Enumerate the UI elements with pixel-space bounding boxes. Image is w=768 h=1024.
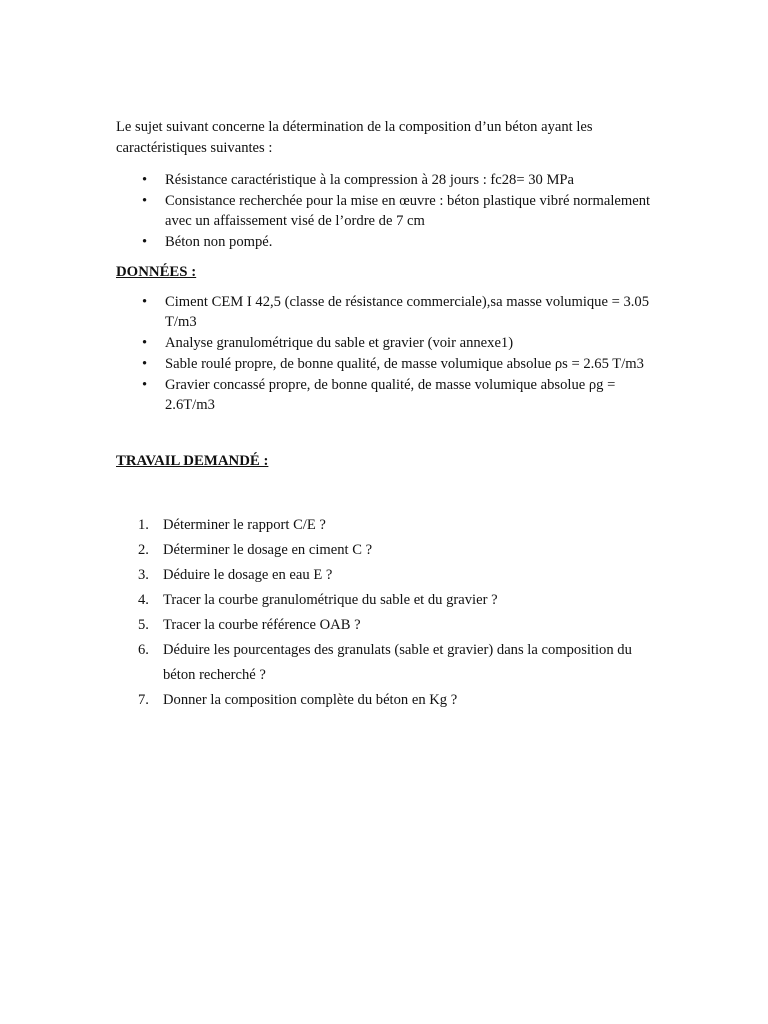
- task-item: [116, 638, 663, 688]
- list-item: [116, 191, 665, 231]
- travail-heading: TRAVAIL DEMANDÉ :: [116, 453, 269, 469]
- task-item: [116, 538, 663, 563]
- list-item-text: Ciment CEM I 42,5 (classe de résistance commerciale),sa masse volumique = 3.05 T/m3: [165, 294, 650, 330]
- list-item: [116, 354, 665, 374]
- bullet-icon: •: [142, 172, 148, 188]
- intro-line-1: Le sujet suivant concerne la détermination de la composition d’un béton ayant les: [116, 119, 593, 135]
- task-number: 6.: [138, 642, 149, 658]
- list-item-text: Béton non pompé.: [165, 234, 273, 250]
- task-number: 5.: [138, 617, 149, 633]
- bullet-icon: •: [142, 377, 148, 393]
- list-item-text: Sable roulé propre, de bonne qualité, de masse volumique absolue ρs = 2.65 T/m3: [165, 356, 644, 372]
- intro-line-2: caractéristiques suivantes :: [116, 140, 273, 156]
- bullet-icon: •: [142, 193, 148, 209]
- task-text: Donner la composition complète du béton en Kg ?: [163, 692, 458, 708]
- donnees-heading: DONNÉES :: [116, 264, 197, 280]
- list-item: [116, 333, 665, 353]
- task-text: Tracer la courbe granulométrique du sable et du gravier ?: [163, 592, 498, 608]
- task-item: [116, 588, 663, 613]
- list-item-text: Analyse granulométrique du sable et gravier (voir annexe1): [165, 335, 514, 351]
- task-number: 1.: [138, 517, 149, 533]
- bullet-icon: •: [142, 234, 148, 250]
- bullet-icon: •: [142, 294, 148, 310]
- task-item: [116, 688, 663, 713]
- bullet-icon: •: [142, 356, 148, 372]
- task-text: Déduire les pourcentages des granulats (sable et gravier) dans la composition du béton recherché ?: [163, 642, 632, 683]
- list-item: [116, 170, 665, 190]
- list-item-text: Consistance recherchée pour la mise en œuvre : béton plastique vibré normalement avec un affaissement visé de l’ordre de 7 cm: [165, 193, 651, 229]
- task-number: 7.: [138, 692, 149, 708]
- task-number: 2.: [138, 542, 149, 558]
- task-text: Déduire le dosage en eau E ?: [163, 567, 333, 583]
- list-item: [116, 292, 665, 332]
- task-text: Tracer la courbe référence OAB ?: [163, 617, 361, 633]
- task-number: 4.: [138, 592, 149, 608]
- list-item-text: Gravier concassé propre, de bonne qualité, de masse volumique absolue ρg = 2.6T/m3: [165, 377, 616, 413]
- characteristics-list: [116, 170, 665, 253]
- bullet-icon: •: [142, 335, 148, 351]
- intro-paragraph: [116, 117, 676, 159]
- donnees-list: [116, 292, 665, 416]
- task-item: [116, 513, 663, 538]
- list-item-text: Résistance caractéristique à la compression à 28 jours : fc28= 30 MPa: [165, 172, 575, 188]
- task-item: [116, 563, 663, 588]
- task-item: [116, 613, 663, 638]
- task-text: Déterminer le dosage en ciment C ?: [163, 542, 373, 558]
- list-item: [116, 232, 665, 252]
- task-number: 3.: [138, 567, 149, 583]
- task-text: Déterminer le rapport C/E ?: [163, 517, 326, 533]
- tasks-list: [116, 513, 663, 713]
- list-item: [116, 375, 665, 415]
